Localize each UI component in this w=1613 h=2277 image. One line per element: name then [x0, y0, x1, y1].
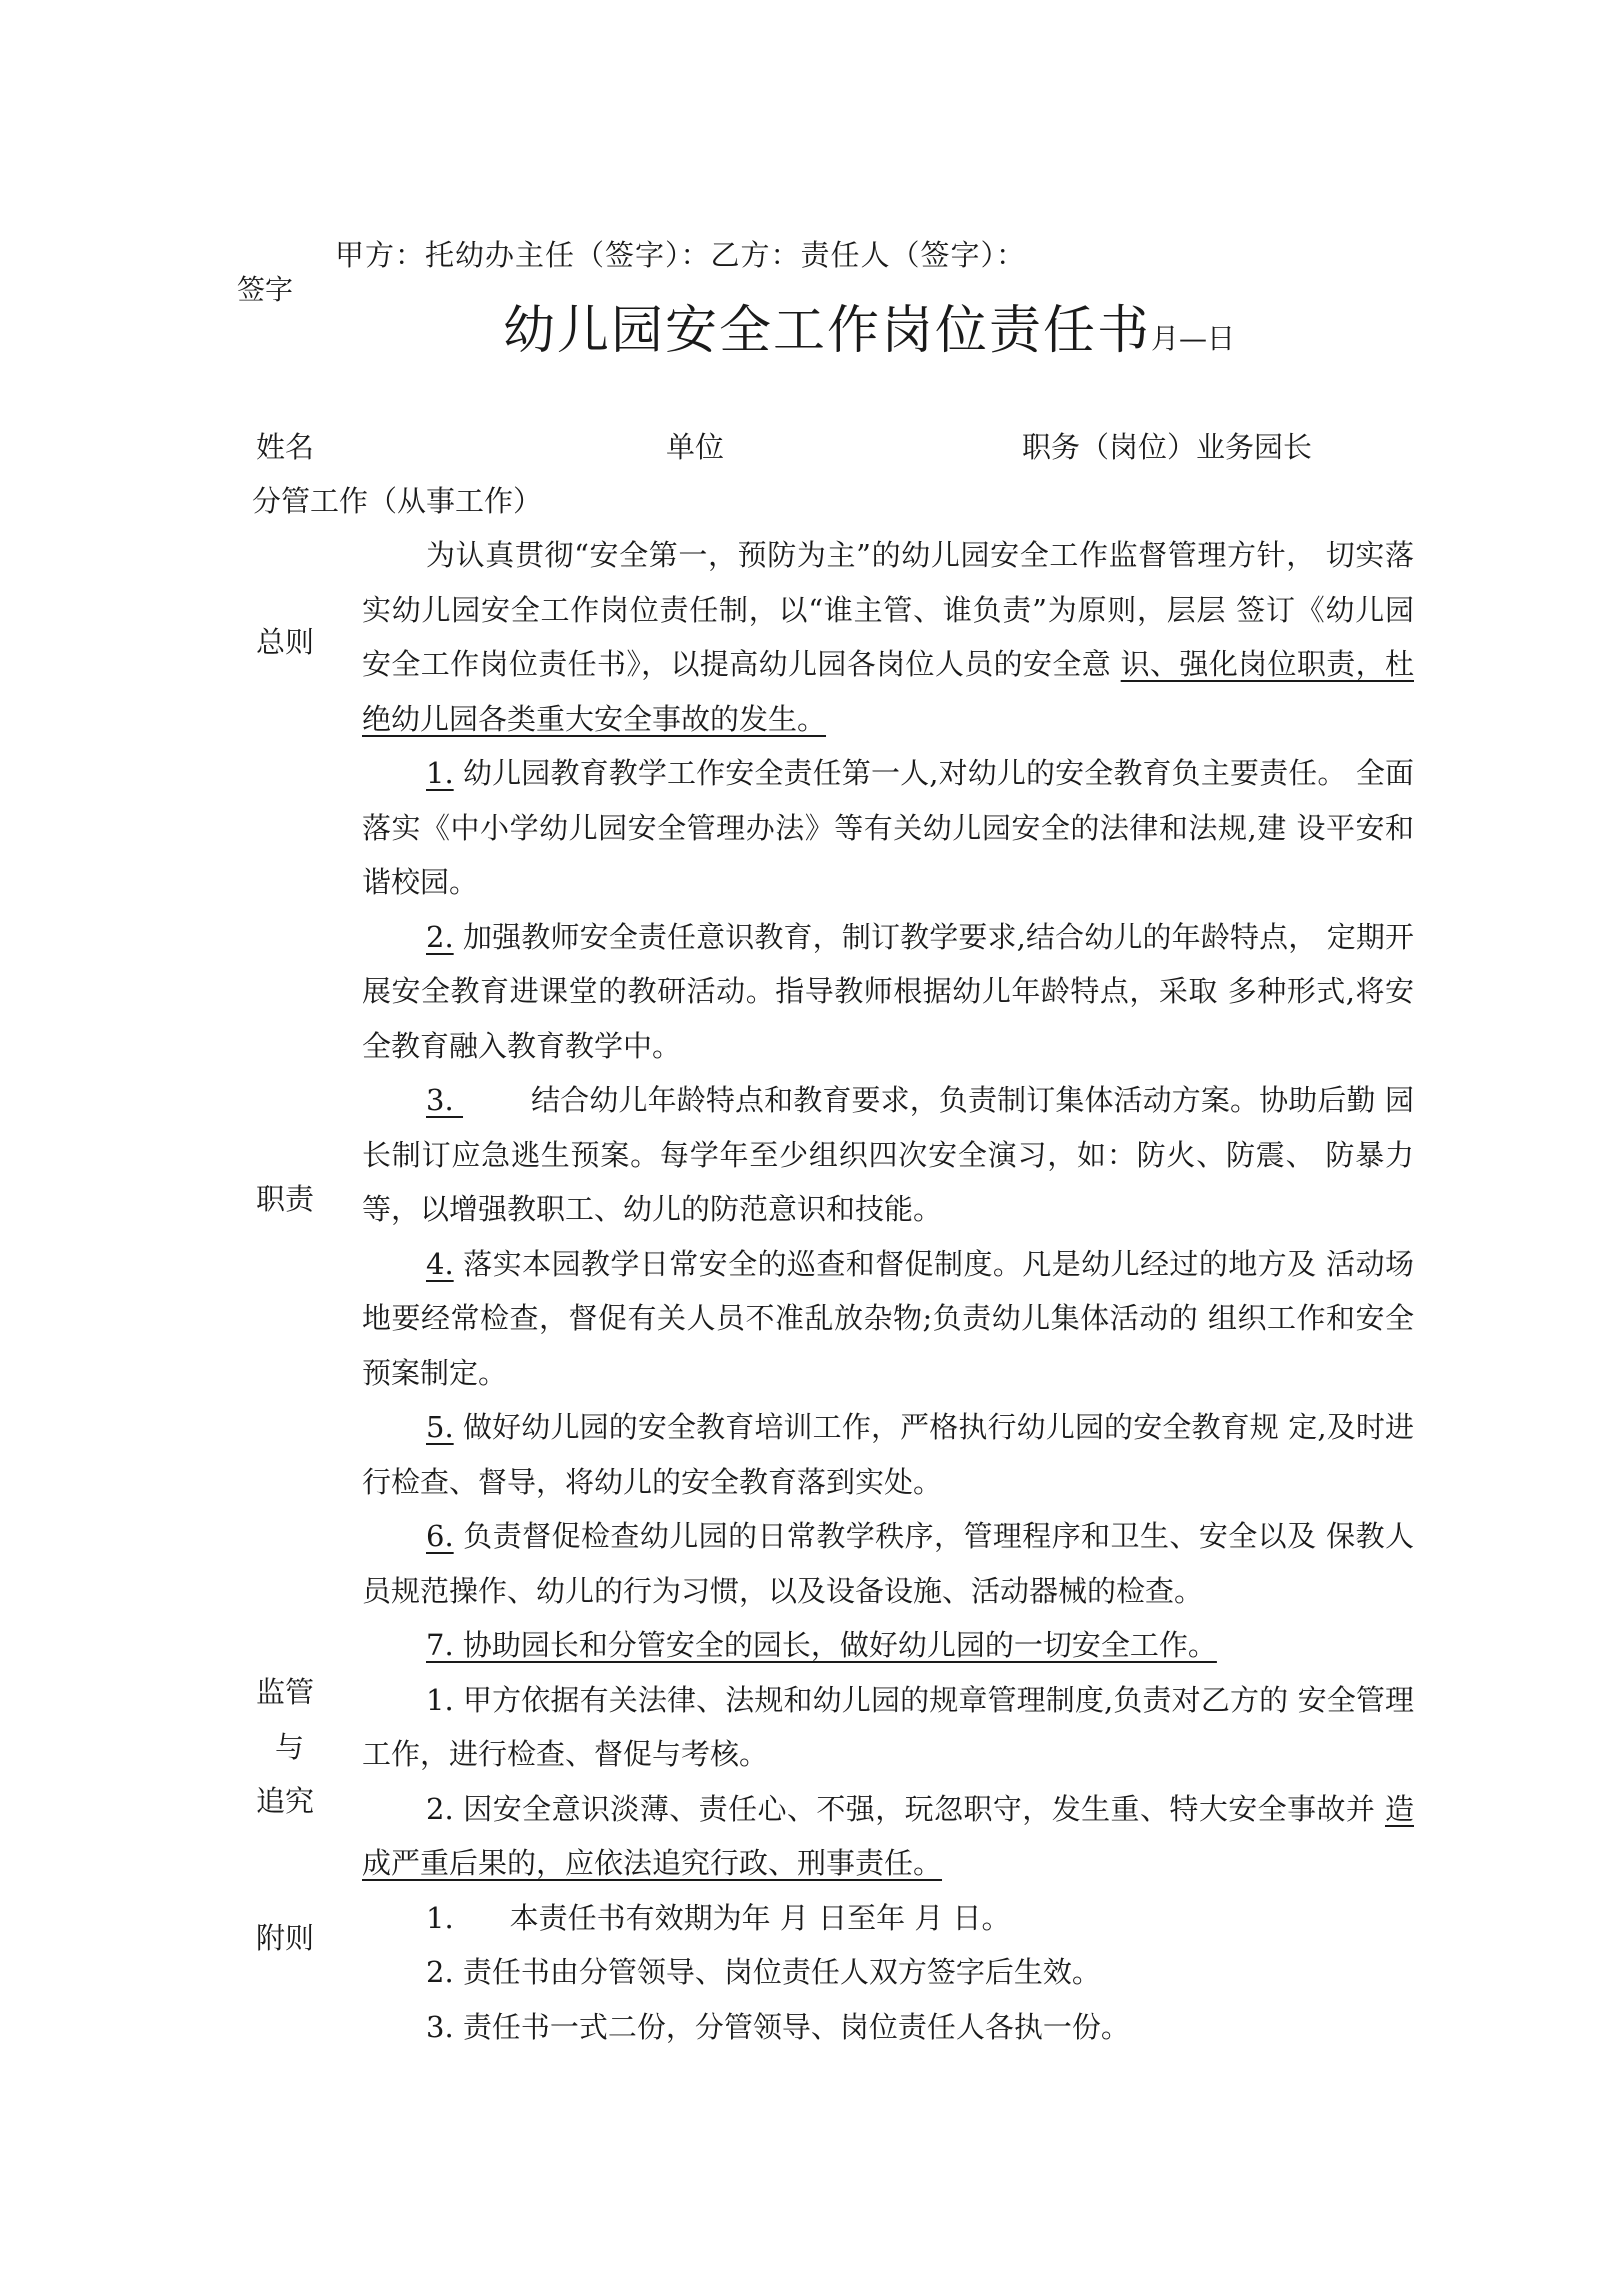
- supervision-item-1: 1. 甲方依据有关法律、法规和幼儿园的规章管理制度,负责对乙方的 安全管理工作，进行检查、督促与考核。: [362, 1682, 1414, 1771]
- position-label: 职务（岗位）业务园长: [1022, 430, 1313, 464]
- duty-text: 落实本园教学日常安全的巡查和督促制度。凡是幼儿经过的地方及 活动场地要经常检查，督促有关人员不准乱放杂物;负责幼儿集体活动的 组织工作和安全预案制定。: [362, 1246, 1414, 1390]
- appendix-item-3: 3. 责任书一式二份，分管领导、岗位责任人各执一份。: [426, 2009, 1130, 2044]
- duty-text-underlined: 7. 协助园长和分管安全的园长，做好幼儿园的一切安全工作。: [426, 1628, 1217, 1662]
- section-label-supervision-3: 追究: [256, 1784, 315, 1818]
- supervision-text-underlined: 造成严重后果的，应依法追究行政、刑事责任。: [362, 1791, 1414, 1880]
- appendix-item-1: [362, 1891, 1414, 1946]
- duty-number: 3.: [426, 1083, 464, 1117]
- section-label-general: 总则: [256, 625, 315, 659]
- signature-line: 甲方：托幼办主任（签字）：乙方：责任人（签字）：: [335, 238, 1027, 272]
- duty-number: 2.: [426, 919, 454, 954]
- duty-number: 5.: [426, 1410, 454, 1444]
- appendix-number: 1.: [426, 1900, 454, 1935]
- duty-item-7: [362, 1618, 1414, 1673]
- section-label-supervision-1: 监管: [256, 1675, 315, 1709]
- general-text: 为认真贯彻“安全第一，预防为主”的幼儿园安全工作监督管理方针， 切实落实幼儿园安全工作岗位责任制，以“谁主管、谁负责”为原则，层层 签订《幼儿园安全工作岗位责任书》，以提高幼儿园各岗位人员的安全意: [362, 538, 1414, 681]
- duty-item-2: [362, 910, 1414, 1074]
- general-text-underlined: 识、强化岗位职责，杜绝幼儿园各类重大安全事故的发生。: [362, 647, 1414, 736]
- supervision-item-2: [362, 1782, 1414, 1891]
- duty-text: 负责督促检查幼儿园的日常教学秩序，管理程序和卫生、安全以及 保教人员规范操作、幼儿的行为习惯，以及设备设施、活动器械的检查。: [362, 1519, 1414, 1608]
- duty-text: 加强教师安全责任意识教育，制订教学要求,结合幼儿的年龄特点， 定期开展安全教育进课堂的教研活动。指导教师根据幼儿年龄特点，采取 多种形式,将安全教育融入教育教学中。: [362, 919, 1414, 1063]
- section-label-appendix: 附则: [256, 1921, 315, 1955]
- duty-text: 结合幼儿年龄特点和教育要求，负责制订集体活动方案。协助后勤 园长制订应急逃生预案。每学年至少组织四次安全演习，如：防火、防震、 防暴力等，以增强教职工、幼儿的防范意识和技能。: [362, 1083, 1414, 1226]
- appendix-text: 本责任书有效期为年 月 日至年 月 日。: [509, 1900, 1011, 1935]
- document-title: [503, 288, 1235, 363]
- appendix-item-2: 2. 责任书由分管领导、岗位责任人双方签字后生效。: [426, 1955, 1101, 1989]
- duty-number: 4.: [426, 1246, 454, 1281]
- title-main: 幼儿园安全工作岗位责任书: [503, 301, 1152, 361]
- work-label: 分管工作（从事工作）: [252, 484, 543, 518]
- duty-item-1: [362, 746, 1414, 910]
- duty-item-5: [362, 1400, 1414, 1509]
- supervision-text: 2. 因安全意识淡薄、责任心、不强，玩忽职守，发生重、特大安全事故并: [426, 1791, 1385, 1826]
- general-paragraph: [362, 528, 1414, 746]
- name-label: 姓名: [256, 430, 315, 464]
- unit-label: 单位: [666, 430, 725, 464]
- title-date: 月—日: [1151, 322, 1236, 355]
- duty-text: 幼儿园教育教学工作安全责任第一人,对幼儿的安全教育负主要责任。 全面落实《中小学幼儿园安全管理办法》等有关幼儿园安全的法律和法规,建 设平安和谐校园。: [362, 756, 1414, 899]
- duty-item-6: [362, 1509, 1414, 1618]
- section-label-duties: 职责: [256, 1182, 315, 1216]
- duty-item-4: [362, 1237, 1414, 1401]
- signature-label: 签字: [237, 273, 294, 306]
- duty-text: 做好幼儿园的安全教育培训工作，严格执行幼儿园的安全教育规 定,及时进行检查、督导，将幼儿的安全教育落到实处。: [362, 1410, 1414, 1499]
- document-body: [362, 528, 1414, 2054]
- section-label-supervision-2: 与: [275, 1730, 305, 1764]
- duty-number: 1.: [426, 756, 454, 790]
- duty-number: 6.: [426, 1519, 454, 1553]
- duty-item-3: [362, 1073, 1414, 1237]
